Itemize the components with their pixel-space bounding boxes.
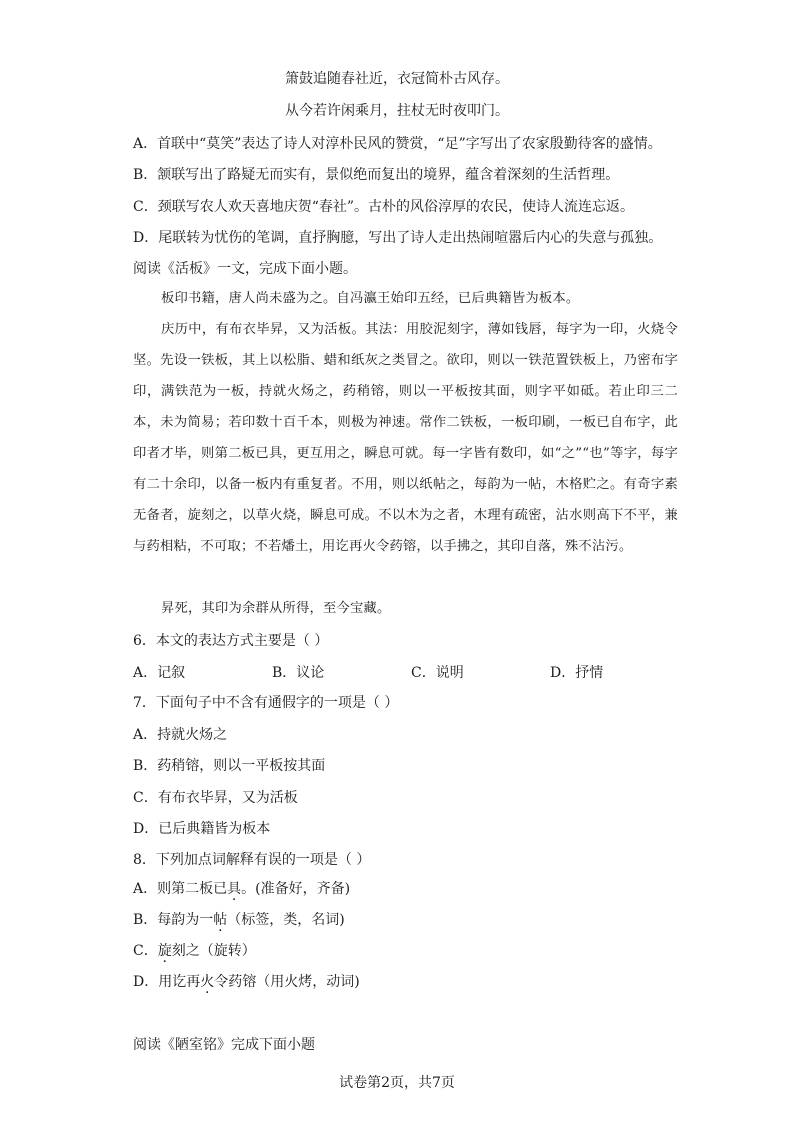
q8-c-text-pre: C． bbox=[133, 943, 158, 959]
reading-intro-loushiming: 阅读《陋室铭》完成下面小题 bbox=[133, 1037, 315, 1053]
passage-paragraph-3: 昇死，其印为余群从所得，至今宝藏。 bbox=[161, 601, 391, 616]
q8-a-text-post: 。(准备好，齐备) bbox=[241, 881, 351, 897]
q8-d-text-post: 令药镕（用火烤，动词) bbox=[214, 974, 360, 990]
q8-c-dotted-word: 旋 bbox=[157, 943, 172, 959]
q7-option-b: B．药稍镕，则以一平板按其面 bbox=[133, 758, 326, 774]
passage-paragraph-2: 庆历中，有布衣毕昇，又为活板。其法：用胶泥刻字，薄如钱唇，每字为一印，火烧令坚。先设一铁板，其上以松脂、蜡和纸灰之类冒之。欲印，则以一铁范置铁板上，乃密布字印，满铁范为一板，持就火炀之，药稍镕，则以一平板按其面，则字平如砥。若止印三二本，未为简易；若印数十百千本，则极为神速。常作二铁板，一板印刷，一板已自布字，此印者才毕，则第二板已具，更互用之，瞬息可就。每一字皆有数印，如“之”“也”等字，每字有二十余印，以备一板内有重复者。不用，则以纸帖之，每韵为一帖，木格贮之。有奇字素无备者，旋刻之，以草火烧，瞬息可成。不以木为之者，木理有疏密，沾水则高下不平，兼与药相粘，不可取；不若燔土，用讫再火令药镕，以手拂之，其印自落，殊不沾污。 bbox=[133, 322, 678, 554]
q8-c-text-post: 刻之（旋转） bbox=[171, 943, 256, 959]
q8-option-a bbox=[133, 878, 673, 898]
q7-option-d: D．已后典籍皆为板本 bbox=[133, 821, 271, 837]
q8-option-b bbox=[133, 909, 673, 929]
reading-intro-huoban: 阅读《活板》一文，完成下面小题。 bbox=[133, 261, 357, 277]
poem-line-3: 箫鼓追随春社近，衣冠简朴古风存。 bbox=[285, 71, 509, 87]
q7-option-a: A．持就火炀之 bbox=[133, 727, 228, 743]
q8-stem: 8．下列加点词解释有误的一项是（ ） bbox=[133, 852, 371, 868]
q5-option-b: B．颔联写出了路疑无而实有，景似绝而复出的境界，蕴含着深刻的生活哲理。 bbox=[133, 167, 620, 183]
q8-d-text-pre: D．用讫再 bbox=[133, 974, 201, 990]
q8-a-text-pre: A．则第二板已 bbox=[133, 881, 228, 897]
q8-option-c bbox=[133, 940, 673, 960]
q6-option-b: B．议论 bbox=[272, 665, 325, 681]
passage-paragraph-1: 板印书籍，唐人尚未盛为之。自冯瀛王始印五经，已后典籍皆为板本。 bbox=[161, 291, 580, 306]
q8-b-dotted-word: 帖 bbox=[213, 912, 228, 928]
q6-stem: 6．本文的表达方式主要是（ ） bbox=[133, 633, 329, 649]
q7-stem: 7．下面句子中不含有通假字的一项是（ ） bbox=[133, 695, 399, 711]
q8-d-dotted-word: 火 bbox=[200, 974, 215, 990]
page-footer: 试卷第2页，共7页 bbox=[339, 1075, 455, 1091]
q8-a-dotted-word: 具 bbox=[227, 881, 242, 897]
q7-option-c: C．有布衣毕昇，又为活板 bbox=[133, 790, 298, 806]
q8-option-d bbox=[133, 971, 673, 991]
q5-option-c: C．颈联写农人欢天喜地庆贺“春社”。古朴的风俗淳厚的农民，使诗人流连忘返。 bbox=[133, 199, 635, 215]
q5-option-d: D．尾联转为忧伤的笔调，直抒胸臆，写出了诗人走出热闹喧嚣后内心的失意与孤独。 bbox=[133, 230, 663, 246]
q8-b-text-pre: B．每韵为一 bbox=[133, 912, 214, 928]
q6-option-d: D．抒情 bbox=[550, 665, 604, 681]
q8-b-text-post: （标签，类，名词) bbox=[227, 912, 345, 928]
q5-option-a: A．首联中“莫笑”表达了诗人对淳朴民风的赞赏，“足”字写出了农家殷勤待客的盛情。 bbox=[133, 136, 662, 152]
q6-option-c: C．说明 bbox=[411, 665, 464, 681]
poem-line-4: 从今若许闲乘月，拄杖无时夜叩门。 bbox=[285, 103, 509, 119]
q6-option-a: A．记叙 bbox=[133, 665, 186, 681]
